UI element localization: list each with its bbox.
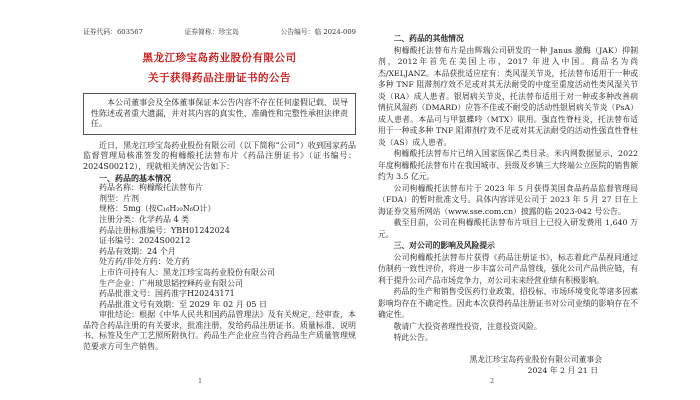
announcement-date: 2024 年 2 月 21 日 (527, 366, 598, 375)
company-title: 黑龙江珍宝岛药业股份有限公司 (142, 52, 297, 64)
investor-notice: 敬请广大投资者理性投资，注意投资风险。 (393, 321, 542, 331)
field-standard-number: 药品注册标准编号：YBH01242024 (99, 225, 230, 235)
section-1-heading: 一、药品的基本情况 (99, 172, 171, 183)
field-specification: 规格：5mg（按C₁₆H₂₀N₆O计） (99, 204, 216, 214)
impact-paragraph: 公司枸橼酸托法替布片获得《药品注册证书》，标志着此产品视同通过仿制药一致性评价，将进一步丰富公司产品管线，强化公司产品供应链，有利于提升公司产品市场竞争力，对公司未来经营业绩有积极影响。 (378, 252, 638, 285)
risk-paragraph: 药品的生产和销售受医药行业政策、招投标、市场环境变化等诸多因素影响均存在不确定性。因此本次获得药品注册证书对公司业绩的影响存在不确定性。 (378, 287, 638, 319)
section-2-heading: 二、药品的其他情况 (393, 34, 464, 43)
announcement-title: 关于获得药品注册证书的公告 (148, 72, 291, 84)
field-dosage-form: 剂型：片剂 (99, 193, 139, 203)
market-sales-paragraph: 枸橼酸托法替布片已纳入国家医保乙类目录。米内网数据显示，2022 年度枸橼酸托法替布片在我国城市、县级及乡镇三大终端公立医院的销售额约为 3.5 亿元。 (378, 149, 638, 181)
field-prescription-type: 处方药/非处方药：处方药 (99, 257, 190, 267)
field-drug-name: 药品名称：枸橼酸托法替布片 (99, 183, 203, 193)
closing-statement: 特此公告。 (393, 333, 433, 342)
securities-header (83, 28, 356, 37)
section-3-heading: 三、对公司的影响及风险提示 (393, 241, 495, 250)
intro-paragraph: 近日，黑龙江珍宝岛药业股份有限公司（以下简称“公司”）收到国家药品监督管理局核准签发的枸橼酸托法替布片《药品注册证书》（证书编号：2024S00212），现就相关情况公告如下： (83, 140, 356, 171)
field-registration-class: 注册分类：化学药品 4 类 (99, 214, 190, 224)
page-1 (83, 28, 356, 353)
field-certificate-number: 证书编号：2024S00212 (99, 236, 191, 246)
fda-approval-paragraph: 公司枸橼酸托法替布片于 2023 年 5 月获得美国食品药品监督管理局（FDA）的暂时批准文号。具体内容详见公司于 2023 年 5 月 27 日在上海证券交易所网站（www.sse.com.cn）披露的临 2023-042 号公告。 (378, 183, 638, 216)
stock-code: 证券代码：603567 (83, 28, 143, 36)
field-approval-validity: 药品批准文号有效期：至 2029 年 02 月 05 日 (99, 299, 267, 309)
field-approval-number: 药品批准文号：国药准字H20243171 (99, 289, 235, 299)
page-2 (378, 33, 638, 377)
board-signature: 黑龙江珍宝岛药业股份有限公司董事会 (469, 354, 602, 364)
disclaimer-text: 本公司董事会及全体董事保证本公告内容不存在任何虚假记载、误导性陈述或者重大遗漏，并对其内容的真实性、准确性和完整性承担法律责任。 (91, 98, 348, 129)
drug-background-paragraph: 枸橼酸托法替布片是由辉瑞公司研发的一种 Janus 激酶（JAK）抑制剂，2012年首先在美国上市，2017 年进入中国。商品名为尚杰/XELJANZ。本品获批适应症有：类风湿关节炎，托法替布适用于一种或多种 TNF 阻滞剂疗效不足或对其无法耐受的中度至重度活动性类风湿关节炎（RA）成人患者。银屑病关节炎，托法替布适用于对一种或多种改善病情抗风湿药（DMARD）应答不佳或不耐受的活动性银屑病关节炎（PsA）成人患者。本品可与甲氨蝶呤（MTX）联用。强直性脊柱炎，托法替布适用于一种或多种 TNF 阻滞剂疗效不足或对其无法耐受的活动性强直性脊柱炎（AS）成人患者。 (378, 45, 638, 147)
announcement-number: 公告编号：临 2024-009 (280, 28, 356, 36)
page-2-number: 2 (490, 377, 495, 385)
stock-name: 证券简称：珍宝岛 (184, 28, 239, 36)
rd-investment-paragraph: 截至目前，公司在枸橼酸托法替布片项目上已投入研发费用 1,640 万元。 (378, 218, 638, 239)
disclaimer-box (83, 93, 356, 135)
approval-conclusion: 审批结论：根据《中华人民共和国药品管理法》及有关规定，经审查，本品符合药品注册的有关要求，批准注册，发给药品注册证书。质量标准、说明书、标签及生产工艺照所附执行。药品生产企业应当符合药品生产质量管理规范要求方可生产销售。 (83, 310, 356, 352)
field-license-holder: 上市许可持有人：黑龙江珍宝岛药业股份有限公司 (99, 267, 275, 277)
page-1-number: 1 (198, 377, 203, 385)
field-manufacturer: 生产企业：广州玻思韬控释药业有限公司 (99, 278, 243, 288)
field-validity-period: 药品有效期：24 个月 (99, 246, 176, 256)
